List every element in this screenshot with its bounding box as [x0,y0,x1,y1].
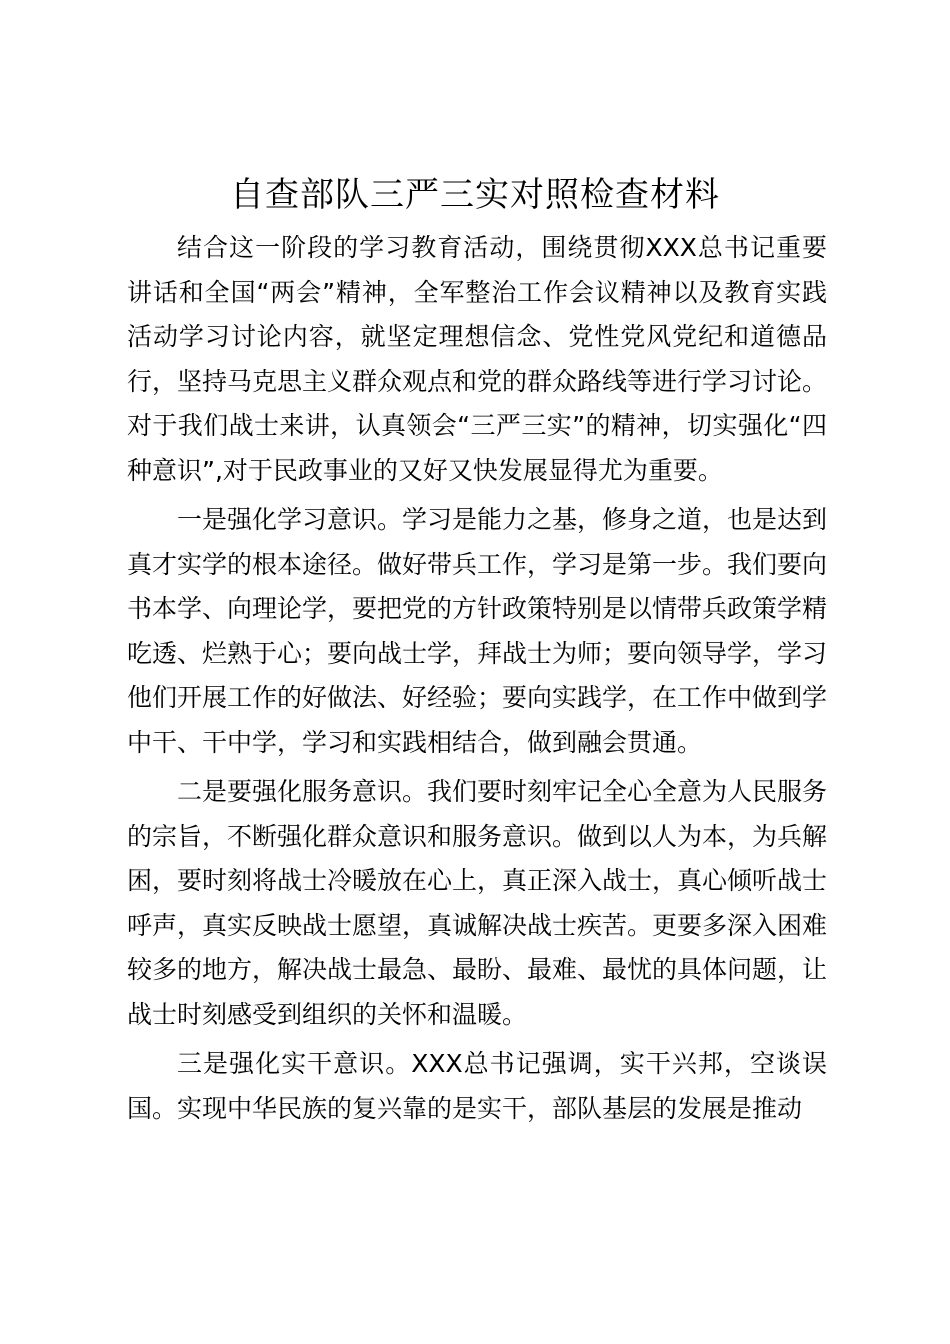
paragraph-service-awareness: 二是要强化服务意识。我们要时刻牢记全心全意为人民服务的宗旨，不断强化群众意识和服务意识。做到以人为本，为兵解困，要时刻将战士冷暖放在心上，真正深入战士，真心倾听战士呼声，真实反映战士愿望，真诚解决战士疾苦。更要多深入困难较多的地方，解决战士最急、最盼、最难、最忧的具体问题，让战士时刻感受到组织的关怀和温暖。 [127,777,828,1029]
paragraph-intro: 结合这一阶段的学习教育活动，围绕贯彻XXX总书记重要讲话和全国“两会”精神，全军整治工作会议精神以及教育实践活动学习讨论内容，就坚定理想信念、党性党风党纪和道德品行，坚持马克思主义群众观点和党的群众路线等进行学习讨论。对于我们战士来讲，认真领会“三严三实”的精神，切实强化“四种意识”,对于民政事业的又好又快发展显得尤为重要。 [127,233,828,485]
paragraph-study-awareness: 一是强化学习意识。学习是能力之基，修身之道，也是达到真才实学的根本途径。做好带兵工作，学习是第一步。我们要向书本学、向理论学，要把党的方针政策特别是以情带兵政策学精吃透、烂熟于心；要向战士学，拜战士为师；要向领导学，学习他们开展工作的好做法、好经验；要向实践学，在工作中做到学中干、干中学，学习和实践相结合，做到融会贯通。 [127,505,828,757]
document-title: 自查部队三严三实对照检查材料 [230,175,720,215]
paragraph-practical-awareness: 三是强化实干意识。XXX总书记强调，实干兴邦，空谈误国。实现中华民族的复兴靠的是实干，部队基层的发展是推动 [127,1049,827,1123]
document-body [127,226,827,1136]
